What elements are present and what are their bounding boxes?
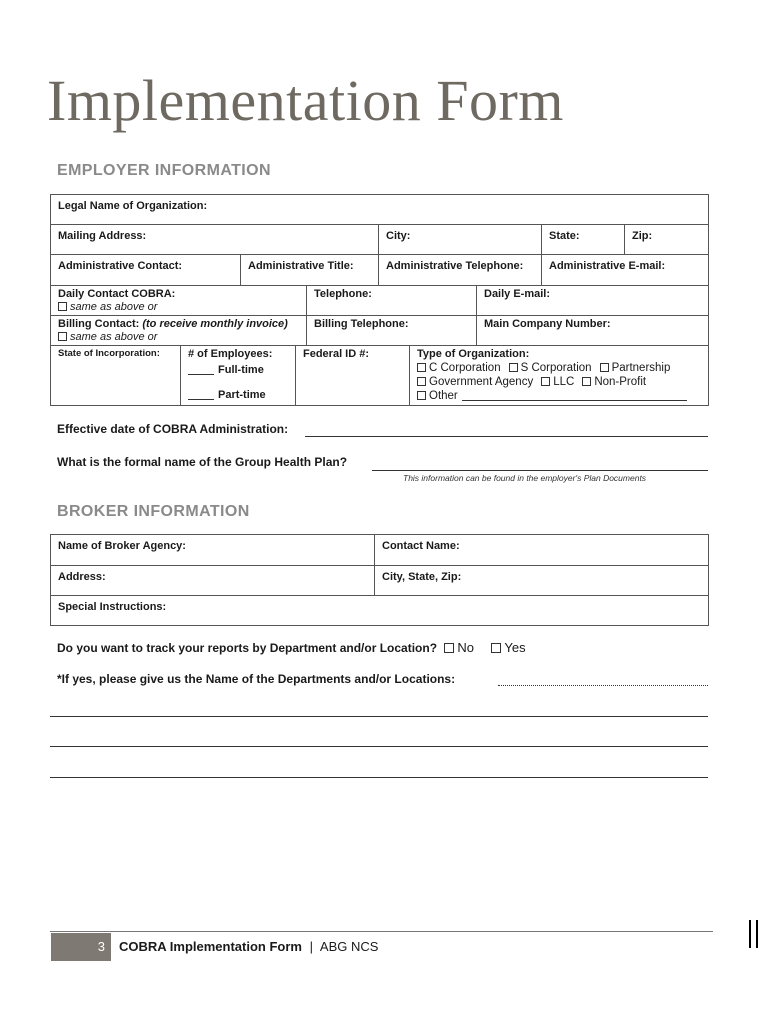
departments-input-line-2[interactable]	[50, 716, 708, 717]
non-profit-option[interactable]	[582, 376, 646, 388]
government-agency-option[interactable]	[417, 376, 533, 388]
city-field[interactable]	[378, 225, 541, 254]
daily-telephone-field[interactable]	[306, 286, 476, 315]
special-instructions-field[interactable]	[51, 596, 708, 625]
track-no-label: No	[457, 640, 475, 655]
admin-email-label: Administrative E-mail:	[549, 260, 666, 272]
admin-email-field[interactable]	[541, 255, 708, 285]
daily-contact-row	[51, 286, 708, 316]
admin-contact-label: Administrative Contact:	[58, 260, 183, 272]
llc-checkbox[interactable]	[541, 377, 550, 386]
special-instructions-label: Special Instructions:	[58, 601, 167, 613]
admin-telephone-label: Administrative Telephone:	[386, 260, 524, 272]
city-label: City:	[386, 230, 411, 242]
state-field[interactable]	[541, 225, 624, 254]
broker-address-label: Address:	[58, 571, 106, 583]
s-corporation-checkbox[interactable]	[509, 363, 518, 372]
mailing-address-label: Mailing Address:	[58, 230, 147, 242]
margin-bar-left	[749, 920, 751, 948]
government-agency-label: Government Agency	[429, 376, 534, 388]
daily-contact-field[interactable]	[51, 286, 306, 315]
type-of-organization-label: Type of Organization:	[417, 348, 530, 360]
telephone-label: Telephone:	[314, 288, 372, 300]
part-time-blank[interactable]	[188, 389, 214, 400]
track-yes-label: Yes	[504, 640, 526, 655]
type-of-organization-field	[409, 346, 708, 405]
footer-company: ABG NCS	[319, 939, 379, 954]
non-profit-label: Non-Profit	[594, 376, 647, 388]
page-number-box	[51, 933, 111, 961]
departments-input-line-3[interactable]	[50, 746, 708, 747]
part-time-label: Part-time	[218, 389, 266, 401]
broker-address-row	[51, 566, 708, 596]
billing-row	[51, 316, 708, 346]
main-company-number-label: Main Company Number:	[484, 318, 611, 330]
same-as-above-label: same as above or	[70, 301, 158, 313]
broker-agency-field[interactable]	[51, 535, 374, 565]
footer-form-name: COBRA Implementation Form	[119, 939, 302, 954]
departments-input-line-1[interactable]	[498, 685, 708, 686]
billing-telephone-label: Billing Telephone:	[314, 318, 409, 330]
mailing-address-field[interactable]	[51, 225, 378, 254]
c-corporation-label: C Corporation	[429, 362, 501, 374]
state-of-incorporation-label: State of Incorporation:	[58, 348, 160, 359]
other-label: Other	[429, 390, 458, 402]
admin-row	[51, 255, 708, 286]
contact-name-label: Contact Name:	[382, 540, 460, 552]
c-corporation-checkbox[interactable]	[417, 363, 426, 372]
admin-title-field[interactable]	[240, 255, 378, 285]
page-title: Implementation Form	[47, 68, 564, 133]
other-checkbox[interactable]	[417, 391, 426, 400]
billing-contact-note: (to receive monthly invoice)	[142, 318, 288, 330]
government-agency-checkbox[interactable]	[417, 377, 426, 386]
zip-field[interactable]	[624, 225, 708, 254]
plan-note: This information can be found in the employer's Plan Documents	[403, 473, 647, 483]
footer-text	[119, 939, 378, 954]
if-yes-label: *If yes, please give us the Name of the Departments and/or Locations:	[57, 672, 456, 686]
federal-id-field[interactable]	[295, 346, 409, 405]
departments-input-line-4[interactable]	[50, 777, 708, 778]
partnership-checkbox[interactable]	[600, 363, 609, 372]
c-corporation-option[interactable]	[417, 362, 501, 374]
track-question	[57, 640, 526, 655]
num-employees-label: # of Employees:	[188, 348, 273, 360]
other-option[interactable]	[417, 390, 687, 402]
billing-contact-label: Billing Contact:	[58, 318, 140, 330]
effective-date-input-line[interactable]	[305, 436, 708, 437]
city-state-zip-field[interactable]	[374, 566, 708, 595]
footer-separator: |	[309, 939, 313, 954]
daily-email-field[interactable]	[476, 286, 708, 315]
employer-section-heading: EMPLOYER INFORMATION	[57, 162, 271, 179]
non-profit-checkbox[interactable]	[582, 377, 591, 386]
legal-name-row	[51, 195, 708, 225]
broker-agency-row	[51, 535, 708, 566]
special-instructions-row	[51, 596, 708, 625]
full-time-label: Full-time	[218, 364, 264, 376]
address-row	[51, 225, 708, 255]
track-no-option[interactable]	[444, 640, 474, 655]
llc-label: LLC	[553, 376, 575, 388]
margin-bar-right	[756, 920, 758, 948]
admin-title-label: Administrative Title:	[248, 260, 354, 272]
num-employees-field[interactable]	[180, 346, 295, 405]
daily-contact-label: Daily Contact COBRA:	[58, 288, 176, 300]
other-blank[interactable]	[462, 390, 687, 401]
broker-agency-label: Name of Broker Agency:	[58, 540, 186, 552]
city-state-zip-label: City, State, Zip:	[382, 571, 462, 583]
organization-row	[51, 346, 708, 405]
state-of-incorporation-field[interactable]	[51, 346, 180, 405]
llc-option[interactable]	[541, 376, 574, 388]
partnership-label: Partnership	[611, 362, 671, 374]
billing-same-as-above-label: same as above or	[70, 331, 158, 343]
admin-contact-field[interactable]	[51, 255, 240, 285]
federal-id-label: Federal ID #:	[303, 348, 370, 360]
billing-telephone-field[interactable]	[306, 316, 476, 345]
zip-label: Zip:	[632, 230, 653, 242]
track-yes-option[interactable]	[491, 640, 525, 655]
billing-same-as-above-checkbox[interactable]	[58, 332, 67, 341]
footer-rule	[50, 931, 713, 932]
same-as-above-checkbox[interactable]	[58, 302, 67, 311]
main-company-number-field[interactable]	[476, 316, 708, 345]
s-corporation-option[interactable]	[509, 362, 592, 374]
plan-name-input-line[interactable]	[372, 470, 708, 471]
plan-name-label: What is the formal name of the Group Health Plan?	[57, 455, 348, 469]
legal-name-field[interactable]	[51, 195, 708, 224]
full-time-blank[interactable]	[188, 364, 214, 375]
legal-name-label: Legal Name of Organization:	[58, 200, 208, 212]
s-corporation-label: S Corporation	[520, 362, 592, 374]
effective-date-label: Effective date of COBRA Administration:	[57, 422, 289, 436]
state-label: State:	[549, 230, 580, 242]
page-number: 3	[97, 939, 105, 954]
track-no-checkbox[interactable]	[444, 643, 454, 653]
billing-contact-field[interactable]	[51, 316, 306, 345]
admin-telephone-field[interactable]	[378, 255, 541, 285]
daily-email-label: Daily E-mail:	[484, 288, 551, 300]
broker-section-heading: BROKER INFORMATION	[57, 503, 250, 520]
partnership-option[interactable]	[600, 362, 671, 374]
broker-info-table	[50, 534, 709, 626]
broker-address-field[interactable]	[51, 566, 374, 595]
employer-info-table	[50, 194, 709, 406]
track-yes-checkbox[interactable]	[491, 643, 501, 653]
contact-name-field[interactable]	[374, 535, 708, 565]
track-question-label: Do you want to track your reports by Department and/or Location?	[57, 641, 438, 655]
